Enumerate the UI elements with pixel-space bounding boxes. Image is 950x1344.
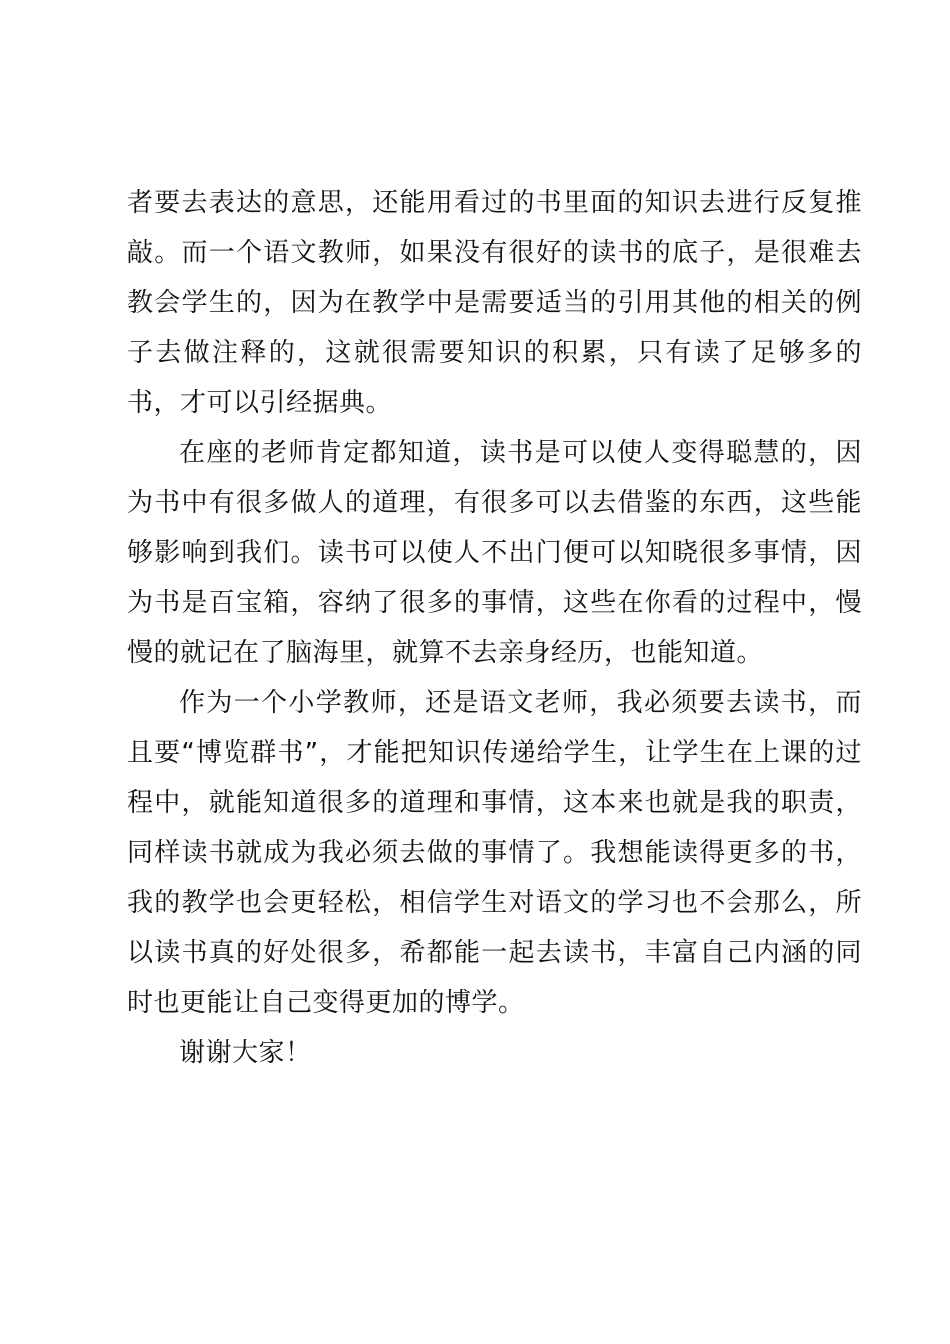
paragraph-thanks: 谢谢大家！ <box>179 1038 312 1068</box>
paragraph-reading-wisdom: 在座的老师肯定都知道，读书是可以使人变得聪慧的，因为书中有很多做人的道理，有很多可以去借鉴的东西，这些能够影响到我们。读书可以使人不出门便可以知晓很多事情，因为书是百宝箱，容纳了很多的事情，这些在你看的过程中，慢慢的就记在了脑海里，就算不去亲身经历，也能知道。 <box>127 438 862 668</box>
document-body <box>127 178 862 1078</box>
paragraph-teacher-duty: 作为一个小学教师，还是语文老师，我必须要去读书，而且要“博览群书”，才能把知识传递给学生，让学生在上课的过程中，就能知道很多的道理和事情，这本来也就是我的职责，同样读书就成为我必须去做的事情了。我想能读得更多的书，我的教学也会更轻松，相信学生对语文的学习也不会那么，所以读书真的好处很多，希都能一起去读书，丰富自己内涵的同时也更能让自己变得更加的博学。 <box>127 688 862 1018</box>
paragraph-continuation: 者要去表达的意思，还能用看过的书里面的知识去进行反复推敲。而一个语文教师，如果没有很好的读书的底子，是很难去教会学生的，因为在教学中是需要适当的引用其他的相关的例子去做注释的，这就很需要知识的积累，只有读了足够多的书，才可以引经据典。 <box>127 188 862 418</box>
